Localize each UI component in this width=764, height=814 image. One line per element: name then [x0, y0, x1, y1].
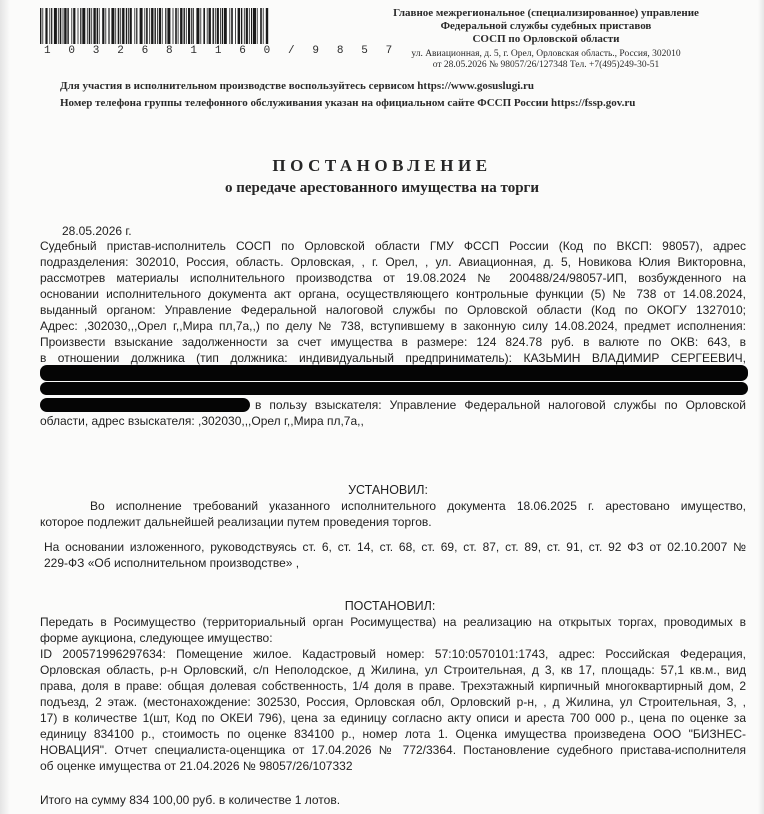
agency-address-line: от 28.05.2026 № 98057/26/127348 Тел. +7(495)249-30-51	[432, 60, 660, 70]
established-line: которое подлежит дальнейшей реализации путем проведения торгов.	[40, 515, 432, 529]
document-subtitle: о передаче арестованного имущества на торги	[224, 180, 540, 196]
agency-address-line: ул. Авиационная, д. 5, г. Орел, Орловская область., Россия, 302010	[411, 49, 681, 59]
intro-line: рассмотрев материалы исполнительного производства от 19.08.2024 № 200488/24/98057-ИП, возбужденного на	[40, 271, 746, 285]
intro-line: Произвести взыскание задолженности за счет имущества в размере: 124 824.78 руб. в валюте по ОКВ: 643, в	[40, 335, 746, 349]
intro-line: основании исполнительного документа акт органа, осуществляющего контрольные функции (5) № 738 от 14.08.2024,	[40, 287, 746, 301]
basis-line: 229-ФЗ «Об исполнительном производстве» ,	[44, 556, 300, 570]
gosuslugi-note: Для участия в исполнительном производстве воспользуйтесь сервисом https://www.gosuslugi.ru	[60, 80, 535, 92]
scan-edge	[0, 0, 10, 814]
agency-name	[360, 7, 732, 46]
redaction-bar	[40, 398, 250, 412]
intro-line: Судебный пристав-исполнитель СОСП по Орловской области ГМУ ФССП России (Код по ВКСП: 98057), адрес	[40, 239, 746, 253]
intro-line: Адрес: ,302030,,,Орел г,,Мира пл,7а,,) по делу № 738, вступившему в законную силу 14.08.2024, предмет исполнения:	[40, 319, 746, 333]
resolved-line: НОВАЦИЯ". Отчет специалиста-оценщика от 17.04.2026 № 772/3364. Постановление судебного пристава-исполнителя	[40, 743, 746, 757]
resolved-line: об оценке имущества от 21.04.2026 № 98057/26/107332	[40, 759, 353, 773]
intro-line: выданный органом: Управление Федеральной налоговой службы по Орловской области (Код по ОКОГУ 1327010;	[40, 303, 746, 317]
total-line: Итого на сумму 834 100,00 руб. в количестве 1 лотов.	[40, 793, 341, 807]
established-heading: УСТАНОВИЛ:	[348, 483, 428, 497]
claimant-line: в пользу взыскателя: Управление Федеральной налоговой службы по Орловской	[255, 398, 746, 412]
document-title: ПОСТАНОВЛЕНИЕ	[272, 156, 492, 175]
redaction-bar	[40, 365, 748, 381]
resolved-line: Орловская область, р-н Орловский, с/п Неполодское, д Жилина, ул Строительная, д 3, кв 17, площадь: 57,1 кв.м., вид	[40, 663, 746, 677]
resolved-line: Передать в Росимущество (территориальный орган Росимущества) на реализацию на открытых торгах, проводимых в	[40, 615, 746, 629]
intro-line: в отношении должника (тип должника: индивидуальный предприниматель): КАЗЬМИН ВЛАДИМИР СЕРГЕЕВИЧ,	[40, 351, 746, 365]
redaction-bar	[40, 382, 748, 395]
established-line: Во исполнение требований указанного исполнительного документа 18.06.2025 г. арестовано имущество,	[90, 499, 746, 513]
resolved-line: подъезд, 2 этаж. (местонахождение: 302530, Россия, Орловская обл, Орловский р-н, , д Жилина, ул Строительная, 3, ,	[40, 695, 746, 709]
claimant-line: области, адрес взыскателя: ,302030,,,Орел г,,Мира пл,7а,,	[40, 414, 364, 428]
resolved-heading: ПОСТАНОВИЛ:	[344, 599, 436, 613]
barcode	[40, 8, 272, 44]
agency-line: Главное межрегиональное (специализированное) управление	[393, 7, 699, 19]
intro-line: подразделения: 302010, Россия, область. Орловская, , г. Орел, , ул. Авиационная, д. 5, Новикова Юлия Викторовна,	[40, 255, 746, 269]
scan-edge	[758, 0, 764, 814]
resolved-line: форме аукциона, следующее имущество:	[40, 631, 273, 645]
resolved-line: ID 200571996297634: Помещение жилое. Кадастровый номер: 57:10:0570101:1743, адрес: Российская Федерация,	[40, 647, 746, 661]
agency-line: СОСП по Орловской области	[472, 33, 620, 45]
resolved-line: единицу 834100 р., стоимость по оценке 834100 р., номер лота 1. Оценка имущества произведена ООО "БИЗНЕС-	[40, 727, 746, 741]
agency-address	[380, 49, 712, 71]
basis-line: На основании изложенного, руководствуясь ст. 6, ст. 14, ст. 68, ст. 69, ст. 87, ст. 89, ст. 91, ст. 92 ФЗ от 02.10.2007 №	[44, 540, 746, 554]
phone-note: Номер телефона группы телефонного обслуживания указан на официальном сайте ФССП России https://fssp.gov.ru	[60, 97, 636, 109]
barcode-number: 1 0 3 2 6 8 1 1 6 0 / 9 8 5 7	[44, 45, 398, 57]
resolved-line: права, доля в праве: общая долевая собственность, 1/4 доля в праве. Трехэтажный кирпичный многоквартирный дом, 2	[40, 679, 746, 693]
resolved-line: 17) в количестве 1(шт, Код по ОКЕИ 796), цена за единицу согласно акту описи и ареста 700 000 р., цена по оценке за	[40, 711, 746, 725]
document-date: 28.05.2026 г.	[62, 224, 132, 238]
agency-line: Федеральной службы судебных приставов	[440, 20, 652, 32]
